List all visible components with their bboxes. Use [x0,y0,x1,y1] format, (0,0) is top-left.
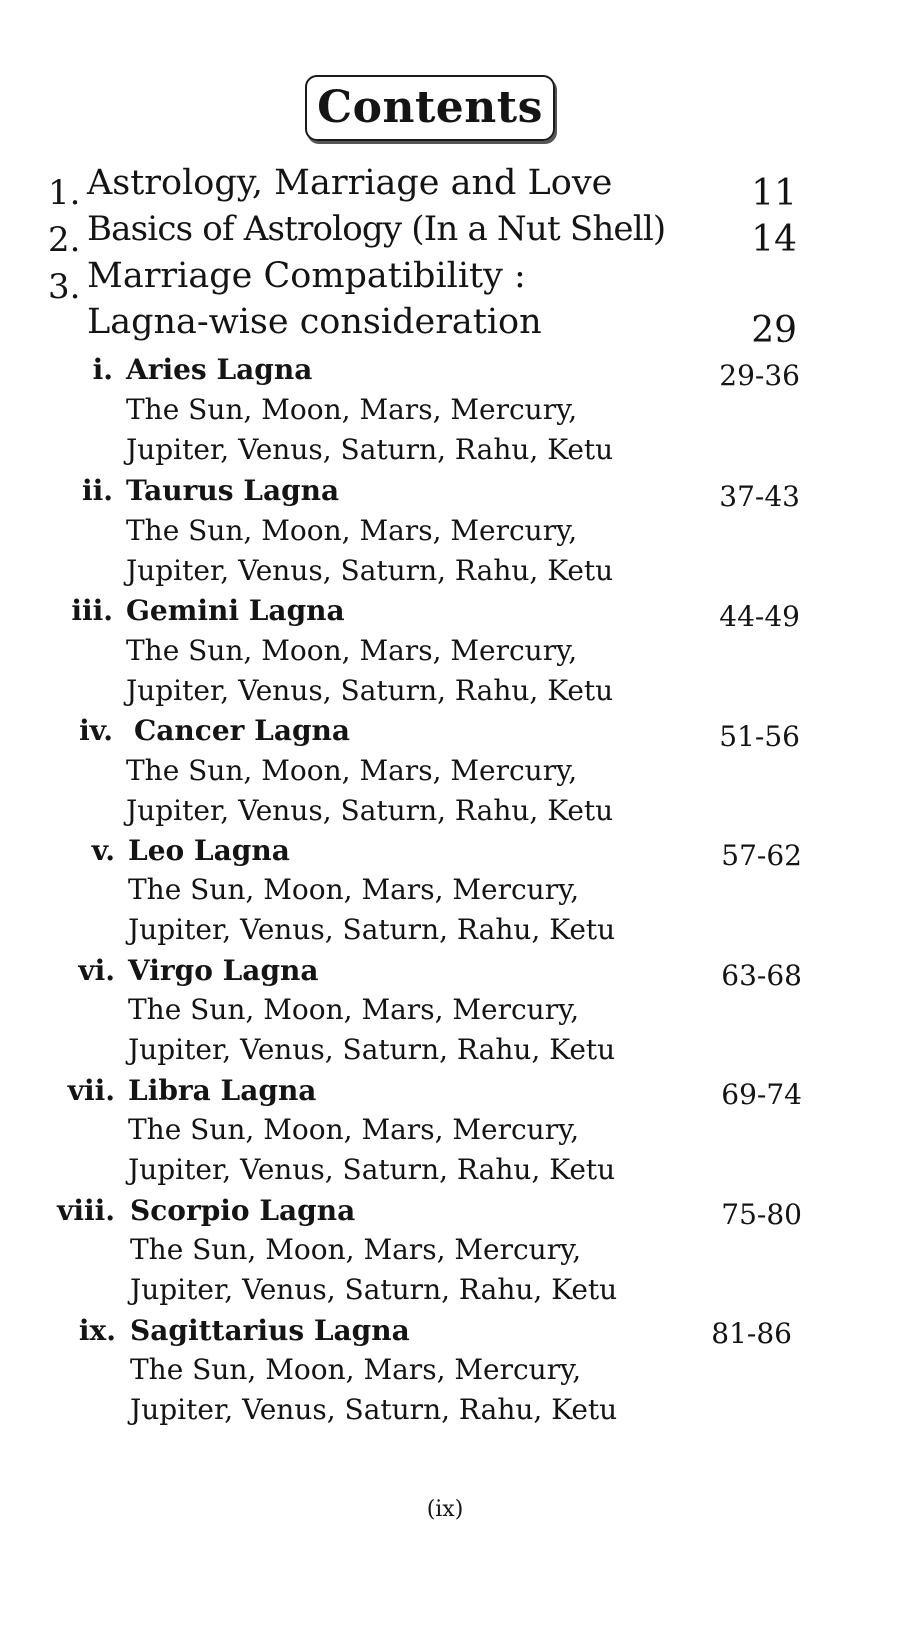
entry-title: Marriage Compatibility : [87,256,526,296]
lagna-title: Aries Lagna [126,353,313,386]
lagna-number: viii. [57,1194,115,1227]
lagna-pages: 51-56 [719,720,800,753]
entry-number: 2. [48,220,81,260]
lagna-planets-line-2: Jupiter, Venus, Saturn, Rahu, Ketu [126,674,614,707]
lagna-number: vii. [67,1074,115,1107]
lagna-planets-line-2: Jupiter, Venus, Saturn, Rahu, Ketu [128,1153,616,1186]
title-box [305,75,555,141]
lagna-number: i. [92,353,113,386]
lagna-number: ii. [81,474,113,507]
lagna-title: Scorpio Lagna [130,1194,356,1227]
lagna-planets-line-1: The Sun, Moon, Mars, Mercury, [130,1233,582,1266]
lagna-pages: 63-68 [721,959,802,992]
lagna-pages: 29-36 [719,359,800,392]
lagna-planets-line-1: The Sun, Moon, Mars, Mercury, [128,993,580,1026]
lagna-number: ix. [78,1314,116,1347]
lagna-number: vi. [78,954,115,987]
lagna-title: Cancer Lagna [134,714,351,747]
page-number: (ix) [426,1497,464,1522]
page-title: Contents [317,82,543,133]
lagna-planets-line-2: Jupiter, Venus, Saturn, Rahu, Ketu [126,794,614,827]
lagna-pages: 37-43 [719,480,800,513]
lagna-pages: 75-80 [721,1198,802,1231]
lagna-planets-line-1: The Sun, Moon, Mars, Mercury, [130,1353,582,1386]
entry-number: 1. [48,173,81,213]
lagna-planets-line-1: The Sun, Moon, Mars, Mercury, [126,393,578,426]
entry-title-continued: Lagna-wise consideration [87,302,542,342]
lagna-number: iv. [79,714,113,747]
lagna-planets-line-2: Jupiter, Venus, Saturn, Rahu, Ketu [126,433,614,466]
entry-page: 29 [751,310,797,351]
lagna-planets-line-2: Jupiter, Venus, Saturn, Rahu, Ketu [126,554,614,587]
entry-number: 3. [48,267,81,307]
lagna-title: Taurus Lagna [126,474,340,507]
lagna-pages: 81-86 [711,1317,792,1350]
lagna-planets-line-2: Jupiter, Venus, Saturn, Rahu, Ketu [130,1273,618,1306]
lagna-title: Virgo Lagna [128,954,319,987]
lagna-planets-line-1: The Sun, Moon, Mars, Mercury, [128,873,580,906]
lagna-planets-line-2: Jupiter, Venus, Saturn, Rahu, Ketu [128,913,616,946]
lagna-planets-line-1: The Sun, Moon, Mars, Mercury, [126,754,578,787]
lagna-pages: 57-62 [721,839,802,872]
lagna-number: iii. [71,594,113,627]
lagna-title: Gemini Lagna [126,594,345,627]
lagna-planets-line-1: The Sun, Moon, Mars, Mercury, [126,514,578,547]
lagna-pages: 44-49 [719,600,800,633]
entry-page: 11 [751,173,797,214]
entry-title: Basics of Astrology (In a Nut Shell) [87,209,666,249]
entry-title: Astrology, Marriage and Love [87,163,613,203]
lagna-title: Leo Lagna [128,834,290,867]
lagna-number: v. [91,834,115,867]
lagna-pages: 69-74 [721,1078,802,1111]
lagna-planets-line-1: The Sun, Moon, Mars, Mercury, [126,634,578,667]
lagna-planets-line-2: Jupiter, Venus, Saturn, Rahu, Ketu [128,1033,616,1066]
entry-page: 14 [751,219,797,260]
lagna-title: Libra Lagna [128,1074,317,1107]
lagna-planets-line-2: Jupiter, Venus, Saturn, Rahu, Ketu [130,1393,618,1426]
lagna-title: Sagittarius Lagna [130,1314,410,1347]
lagna-planets-line-1: The Sun, Moon, Mars, Mercury, [128,1113,580,1146]
